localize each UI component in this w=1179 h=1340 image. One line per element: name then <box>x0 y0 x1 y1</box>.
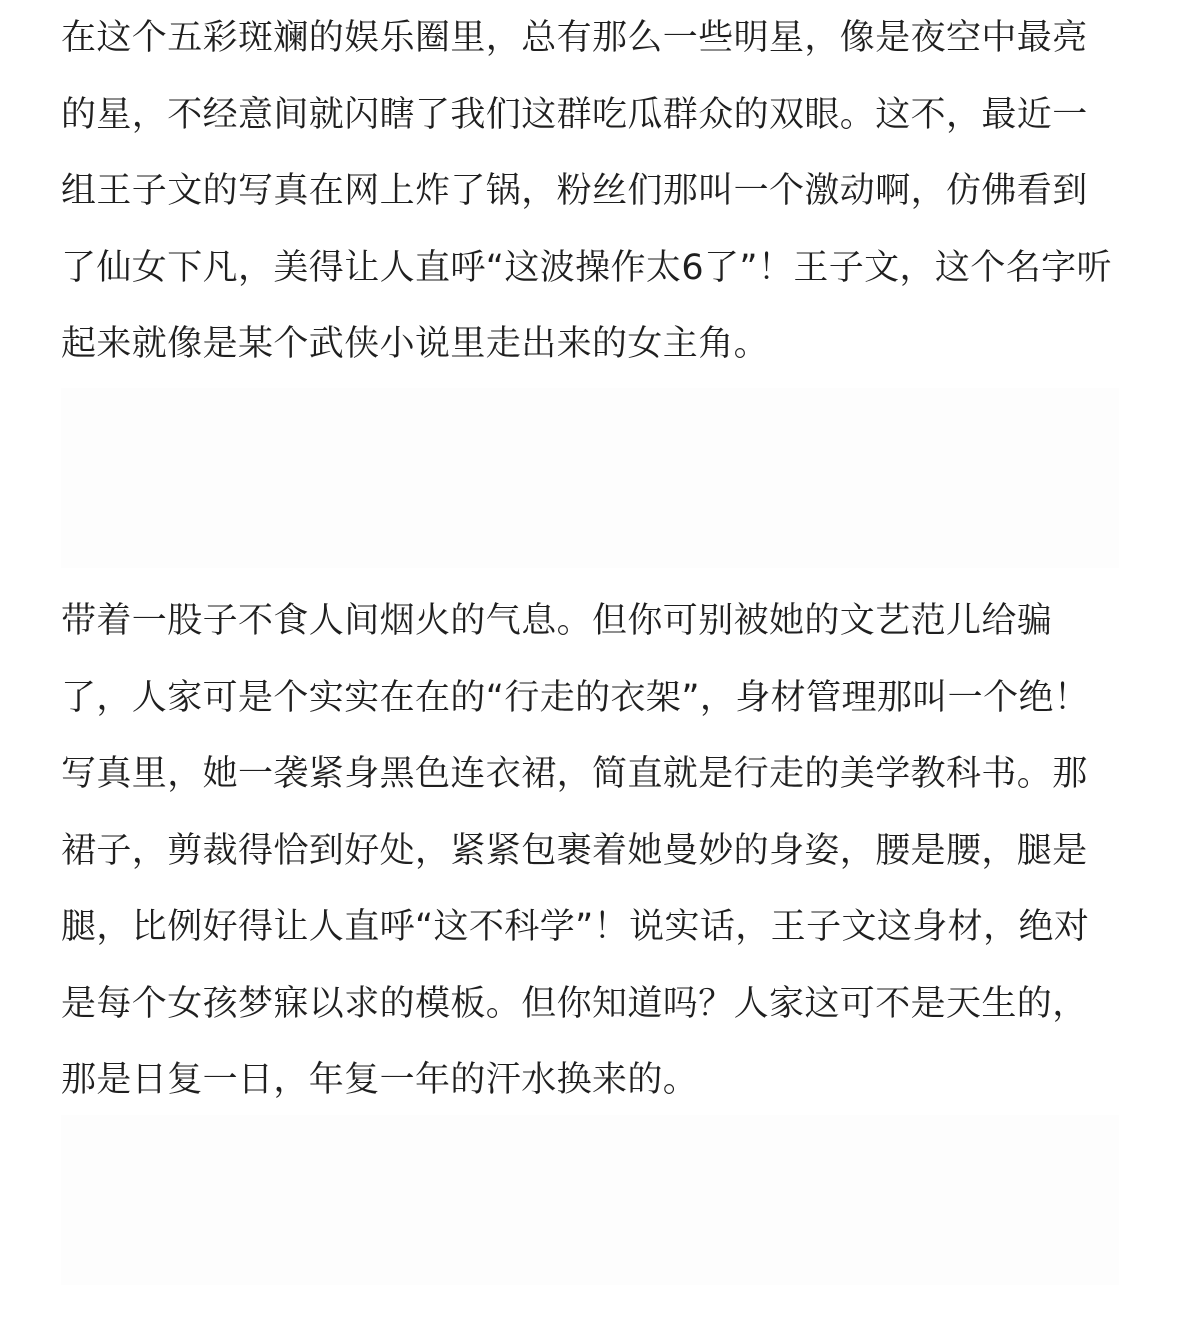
paragraph-2: 带着一股子不食人间烟火的气息。但你可别被她的文艺范儿给骗 了，人家可是个实实在在的“行走的衣架”，身材管理那叫一个绝！ 写真里，她一袭紧身黑色连衣裙，简直就是行走的美学教科书。那 裙子，剪裁得恰到好处，紧紧包裹着她曼妙的身姿，腰是腰，腿是 腿，比例好得让人直呼“这不科学”！说实话，王子文这身材，绝对 是每个女孩梦寐以求的模板。但你知道吗？人家这可不是天生的， 那是日复一日，年复一年的汗水换来的。 <box>61 601 1090 1100</box>
paragraph-1: 在这个五彩斑斓的娱乐圈里，总有那么一些明星，像是夜空中最亮 的星，不经意间就闪瞎了我们这群吃瓜群众的双眼。这不，最近一 组王子文的写真在网上炸了锅，粉丝们那叫一个激动啊，仿佛看到 了仙女下凡，美得让人直呼“这波操作太6了”！王子文，这个名字听 起来就像是某个武侠小说里走出来的女主角。 <box>61 18 1112 364</box>
image-placeholder-1 <box>61 388 1119 568</box>
image-placeholder-2 <box>61 1115 1119 1285</box>
